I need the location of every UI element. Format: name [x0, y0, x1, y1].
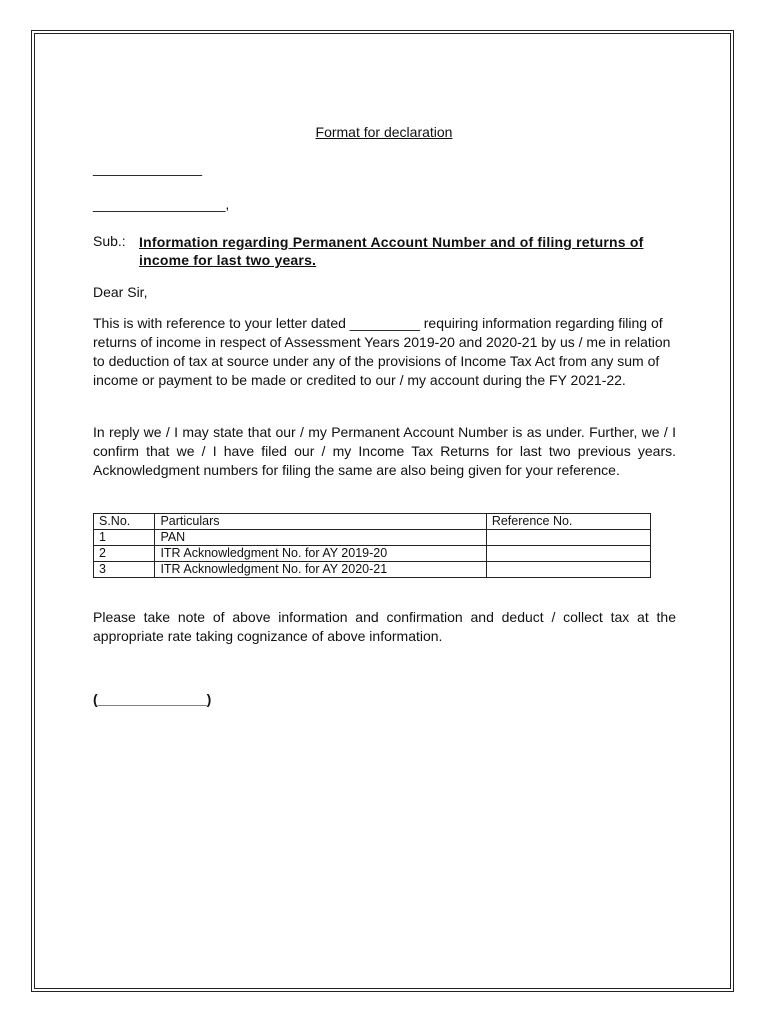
addressee-blank-line-1: ______________	[93, 160, 203, 176]
subject-text: Information regarding Permanent Account Number and of filing returns of income for last two years.	[139, 234, 644, 268]
addressee-blank-line-2: _________________,	[93, 196, 230, 212]
page-border-inner	[34, 33, 731, 989]
cell-particulars: PAN	[155, 530, 486, 546]
table-row	[94, 546, 651, 562]
header-reference-no: Reference No.	[486, 514, 650, 530]
table-header-row	[94, 514, 651, 530]
table-row	[94, 530, 651, 546]
table-row	[94, 562, 651, 578]
signature-blank: (______________)	[93, 691, 212, 707]
subject-label: Sub.:	[93, 233, 126, 249]
salutation: Dear Sir,	[93, 284, 148, 300]
cell-sno: 3	[94, 562, 155, 578]
cell-sno: 2	[94, 546, 155, 562]
document-title: Format for declaration	[315, 124, 453, 140]
cell-reference-no	[486, 562, 650, 578]
paragraph-closing: Please take note of above information and confirmation and deduct / collect tax at the appropriate rate taking cognizance of above information.	[93, 609, 676, 644]
reference-table	[93, 513, 651, 578]
header-sno: S.No.	[94, 514, 155, 530]
cell-reference-no	[486, 546, 650, 562]
cell-particulars: ITR Acknowledgment No. for AY 2020-21	[155, 562, 486, 578]
cell-particulars: ITR Acknowledgment No. for AY 2019-20	[155, 546, 486, 562]
cell-sno: 1	[94, 530, 155, 546]
cell-reference-no	[486, 530, 650, 546]
paragraph-reference-letter: This is with reference to your letter dated _________ requiring information regarding filing of returns of income in respect of Assessment Years 2019-20 and 2020-21 by us / me in relation to deduction of tax at source under any of the provisions of Income Tax Act from any sum of income or payment to be made or credited to our / my account during the FY 2021-22.	[93, 315, 671, 388]
paragraph-reply: In reply we / I may state that our / my Permanent Account Number is as under. Further, we / I confirm that we / I have filed our / my Income Tax Returns for last two previous years. Acknowledgment numbers for filing the same are also being given for your reference.	[93, 424, 676, 478]
header-particulars: Particulars	[155, 514, 486, 530]
